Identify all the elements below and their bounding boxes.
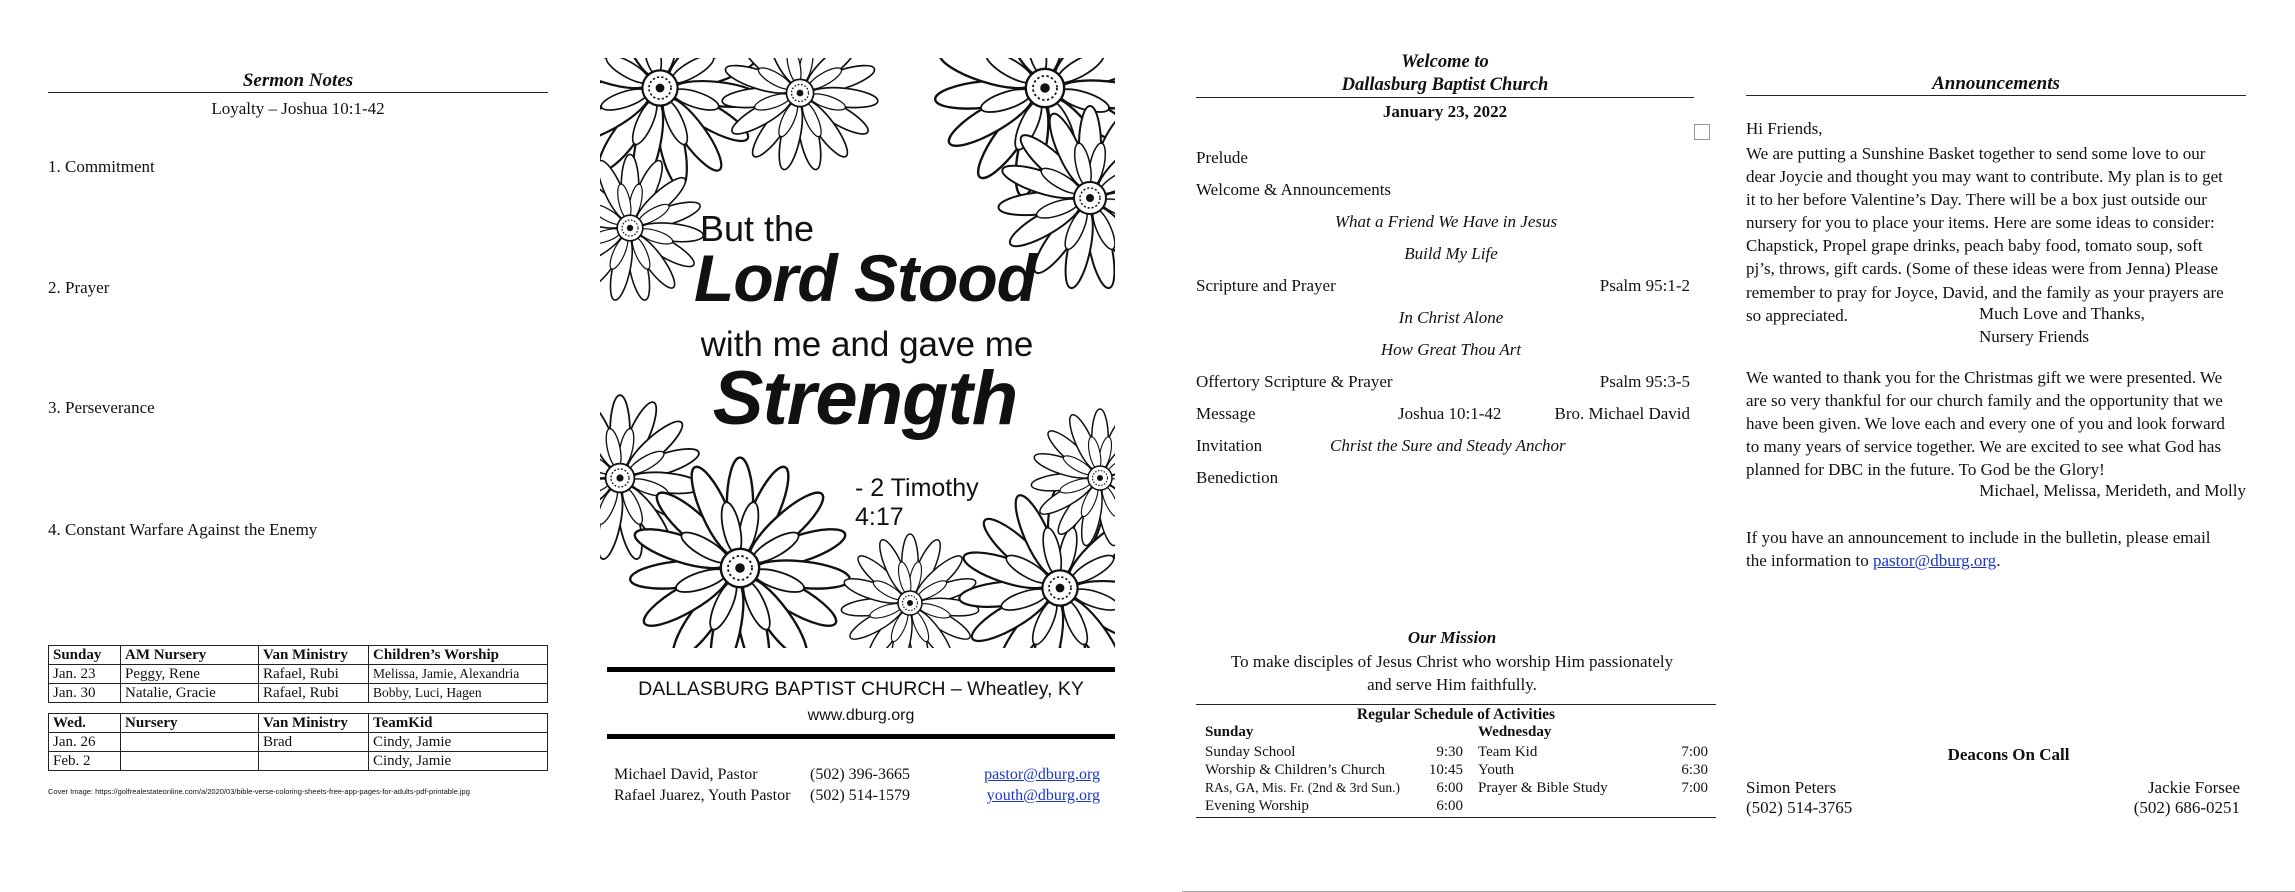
table-header: Nursery — [121, 714, 259, 733]
contact-phone: (502) 514-1579 — [810, 787, 910, 804]
service-item-invitation: Invitation — [1196, 436, 1263, 455]
table-header: AM Nursery — [121, 646, 259, 665]
church-name: DALLASBURG BAPTIST CHURCH – Wheatley, KY — [638, 678, 1084, 700]
invitation-song: Christ the Sure and Steady Anchor — [1330, 436, 1566, 455]
schedule-item-time: 7:00 — [1681, 744, 1708, 760]
table-header: Van Ministry — [259, 646, 369, 665]
scripture-reference: Psalm 95:1-2 — [1599, 276, 1690, 295]
table-cell: Cindy, Jamie — [369, 752, 548, 771]
table-cell: Rafael, Rubi — [259, 665, 369, 684]
table-cell: Natalie, Gracie — [121, 684, 259, 703]
contact-name: Michael David, Pastor — [614, 766, 758, 783]
deacon-name: Simon Peters — [1746, 778, 1837, 797]
schedule-item-name: Team Kid — [1478, 744, 1538, 760]
text-span: . — [1996, 551, 2001, 570]
announcement-signature-1: Nursery Friends — [1979, 327, 2090, 346]
sermon-point-1: 1. Commitment — [48, 157, 155, 176]
text-line: nursery for you to place your items. Here are some ideas to consider: — [1746, 213, 2215, 233]
mission-title: Our Mission — [1407, 628, 1497, 647]
schedule-title: Regular Schedule of Activities — [1356, 706, 1556, 723]
sermon-subtitle: Loyalty – Joshua 10:1-42 — [211, 99, 385, 118]
offertory-reference: Psalm 95:3-5 — [1599, 372, 1690, 391]
table-cell: Feb. 2 — [49, 752, 121, 771]
welcome-heading: Welcome to — [1401, 52, 1489, 72]
service-item-welcome: Welcome & Announcements — [1196, 180, 1392, 199]
table-cell: Jan. 23 — [49, 665, 121, 684]
cover-image-credit: Cover Image: https://golfrealestateonline.com/a/2020/03/bible-verse-coloring-sheets-free-app-pages-for-adults-pdf-printable.jpg — [48, 787, 470, 796]
table-cell: Rafael, Rubi — [259, 684, 369, 703]
text-line: dear Joycie and thought you may want to contribute. My plan is to get — [1746, 167, 2223, 187]
schedule-item-time: 6:00 — [1436, 798, 1463, 814]
volunteer-table-wednesday — [48, 713, 548, 771]
mission-line-1: To make disciples of Jesus Christ who worship Him passionately — [1230, 652, 1674, 671]
sermon-divider — [48, 92, 548, 93]
table-row — [49, 733, 548, 752]
church-heading: Dallasburg Baptist Church — [1341, 75, 1549, 95]
table-cell: Peggy, Rene — [121, 665, 259, 684]
announcement-paragraph-2 — [1746, 366, 2256, 481]
checkbox[interactable] — [1694, 124, 1710, 140]
table-header: Sunday — [49, 646, 121, 665]
schedule-item-name: Youth — [1478, 762, 1514, 778]
announcement-signature-2: Michael, Melissa, Merideth, and Molly — [1979, 481, 2246, 500]
text-line: remember to pray for Joyce, David, and the family as your prayers are — [1746, 282, 2224, 302]
church-website: www.dburg.org — [807, 707, 915, 724]
table-cell: Jan. 30 — [49, 684, 121, 703]
table-cell: Jan. 26 — [49, 733, 121, 752]
table-row — [49, 752, 548, 771]
table-cell — [121, 752, 259, 771]
schedule-wednesday-label: Wednesday — [1478, 724, 1552, 740]
schedule-item-time: 7:00 — [1681, 780, 1708, 796]
announcements-divider — [1746, 95, 2246, 96]
service-song: In Christ Alone — [1398, 308, 1504, 327]
service-date: January 23, 2022 — [1382, 102, 1508, 121]
cover-verse-line-3: with me and gave me — [700, 325, 1034, 364]
table-cell: Melissa, Jamie, Alexandria — [369, 665, 548, 684]
mission-line-2: and serve Him faithfully. — [1367, 675, 1537, 694]
cover-verse-line-4: Strength — [712, 356, 1018, 441]
cover-verse-line-1: But the — [700, 208, 815, 249]
text-line: We wanted to thank you for the Christmas gift we were presented. We — [1746, 368, 2223, 387]
table-header-row — [49, 646, 548, 665]
service-item-scripture: Scripture and Prayer — [1196, 276, 1336, 295]
table-cell: Brad — [259, 733, 369, 752]
deacon-name: Jackie Forsee — [2147, 778, 2240, 797]
text-line: pj’s, throws, gift cards. (Some of these ideas were from Jenna) Please — [1746, 259, 2219, 279]
service-song: How Great Thou Art — [1380, 340, 1522, 359]
announcement-email-link[interactable]: pastor@dburg.org — [1873, 551, 1997, 570]
service-song: Build My Life — [1404, 244, 1498, 263]
cover-verse-reference: - 2 Timothy 4:17 — [855, 474, 979, 531]
table-header-row — [49, 714, 548, 733]
sermon-point-3: 3. Perseverance — [48, 398, 155, 417]
schedule-item-time: 6:30 — [1681, 762, 1708, 778]
table-cell — [121, 733, 259, 752]
schedule-item-name: Prayer & Bible Study — [1478, 780, 1608, 796]
announcement-paragraph-1 — [1746, 142, 2256, 327]
table-cell: Cindy, Jamie — [369, 733, 548, 752]
schedule-item-time: 10:45 — [1428, 762, 1463, 778]
service-divider — [1196, 97, 1694, 98]
announcement-contact-line-1: If you have an announcement to include in the bulletin, please email — [1746, 528, 2211, 547]
table-header: TeamKid — [369, 714, 548, 733]
schedule-item-name: RAs, GA, Mis. Fr. (2nd & 3rd Sun.) — [1205, 780, 1401, 795]
deacon-phone: (502) 686-0251 — [2133, 798, 2240, 817]
deacons-title: Deacons On Call — [1947, 745, 2070, 764]
deacon-phone: (502) 514-3765 — [1746, 798, 1853, 817]
table-cell — [259, 752, 369, 771]
service-item-prelude: Prelude — [1196, 148, 1248, 167]
sermon-point-4: 4. Constant Warfare Against the Enemy — [48, 520, 318, 539]
table-row — [49, 684, 548, 703]
schedule-item-name: Evening Worship — [1205, 798, 1309, 814]
announcement-greeting: Hi Friends, — [1746, 119, 1823, 138]
sermon-title: Sermon Notes — [242, 70, 354, 91]
contact-phone: (502) 396-3665 — [810, 766, 910, 783]
text-line: so appreciated. — [1746, 305, 1848, 325]
announcement-contact-line-2 — [1746, 551, 2000, 571]
schedule-item-name: Sunday School — [1205, 744, 1296, 760]
schedule-item-time: 9:30 — [1436, 744, 1463, 760]
table-header: Children’s Worship — [369, 646, 548, 665]
contact-email-link[interactable]: youth@dburg.org — [986, 787, 1100, 804]
schedule-divider-bottom — [1196, 817, 1716, 818]
schedule-sunday-label: Sunday — [1205, 724, 1254, 740]
schedule-divider-top — [1196, 704, 1716, 705]
announcements-title: Announcements — [1932, 73, 2060, 94]
text-span: the information to — [1746, 551, 1874, 570]
announcement-signoff-1: Much Love and Thanks, — [1979, 304, 2145, 323]
table-row — [49, 665, 548, 684]
cover-divider-bottom — [607, 734, 1115, 739]
text-line: Chapstick, Propel grape drinks, peach baby food, tomato soup, soft — [1746, 236, 2203, 256]
sermon-point-2: 2. Prayer — [48, 278, 110, 297]
message-reference: Joshua 10:1-42 — [1398, 404, 1502, 423]
volunteer-table-sunday — [48, 645, 548, 703]
text-line: are so very thankful for our church family and the opportunity that we — [1746, 391, 2223, 411]
text-line: it to her before Valentine’s Day. There will be a box just outside our — [1746, 190, 2207, 210]
service-item-benediction: Benediction — [1196, 468, 1279, 487]
cover-verse-line-2: Lord Stood — [694, 241, 1036, 315]
schedule-item-time: 6:00 — [1436, 780, 1463, 796]
service-item-message: Message — [1196, 404, 1256, 423]
message-speaker: Bro. Michael David — [1554, 404, 1690, 423]
text-line: have been given. We love each and every one of you and look forward — [1746, 414, 2225, 434]
cover-divider-top — [607, 667, 1115, 672]
schedule-item-name: Worship & Children’s Church — [1205, 762, 1386, 778]
service-item-offertory: Offertory Scripture & Prayer — [1196, 372, 1393, 391]
contact-email-link[interactable]: pastor@dburg.org — [984, 766, 1100, 783]
text-line: planned for DBC in the future. To God be the Glory! — [1746, 460, 2105, 480]
table-header: Van Ministry — [259, 714, 369, 733]
service-song: What a Friend We Have in Jesus — [1334, 212, 1558, 231]
table-header: Wed. — [49, 714, 121, 733]
text-line: to many years of service together. We are excited to see what God has — [1746, 437, 2222, 457]
table-cell: Bobby, Luci, Hagen — [369, 684, 548, 703]
contact-name: Rafael Juarez, Youth Pastor — [614, 787, 791, 804]
text-line: We are putting a Sunshine Basket together to send some love to our — [1746, 144, 2206, 163]
